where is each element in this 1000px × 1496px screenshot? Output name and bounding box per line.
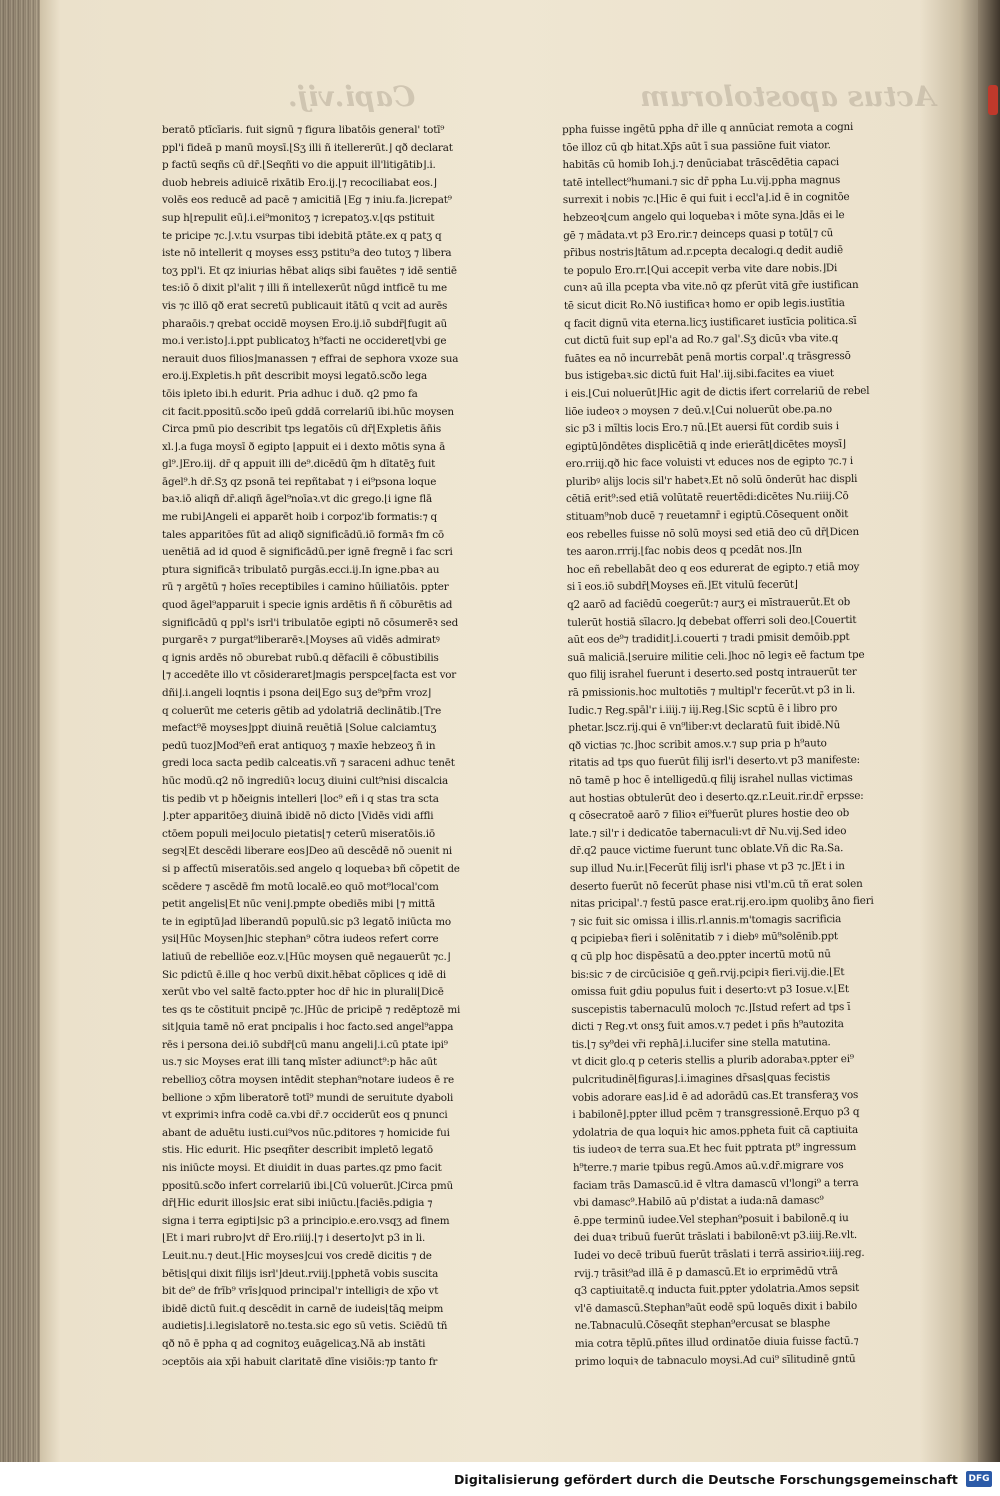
text-line: xerūt vbo vel saltē facto.ppter hoc dr̄ hic in plurali⌊Dicē (162, 986, 444, 999)
text-line: sup h⌊repulit eū⌋.i.ei⁹monitoʒ ⁊ icrepatoʒ.v.⌊qs pstituit (162, 211, 435, 224)
text-line: ppositū.scðo infert correlariū ibi.⌊Cū voluerūt.⌋Circa pmū (162, 1179, 454, 1192)
text-line: qð victias ⁊c.⌋hoc scribit amos.v.⁊ sup pria p h⁹auto (568, 737, 827, 752)
text-line: ritatis ad tps quo fuerūt filij isrl'i deserto.vt p3 manifeste: (568, 754, 860, 770)
text-line: tales apparitōes fūt ad aliqð significādū.iō formāꝛ fm cō (162, 528, 444, 541)
red-tab-marker (988, 85, 998, 115)
text-line: tes aaron.rrrij.⌊fac nobis deos q pcedāt nos.⌋In (566, 543, 803, 559)
text-line: fuātes ea nō incurrebāt penā mortis corpal'.q trāsgressō (564, 349, 851, 365)
text-line: ysi⌊Hūc Moysen⌋hic stephan⁹ cōtra iudeos refert corre (162, 933, 439, 946)
text-line: dicti ⁊ Reg.vt onsʒ fuit amos.v.⁊ pedet i pñs h⁹autozita (571, 1018, 844, 1034)
text-line: sic p3 i mīltis locis Ero.⁊ nū.⌊Et auersi fūt cordib suis i (565, 420, 839, 436)
text-line: si p affectū miseratōis.sed angelo q loquebaꝛ bñ cōpetit de (162, 862, 460, 875)
text-line: nerauit duos filios⌋manassen ⁊ effrai de sephora vxoze sua (162, 352, 459, 365)
text-line: toʒ ppl'i. Et qz iniurias hēbat aliqs sibi fauētes ⁊ idē sentiē (162, 264, 457, 277)
text-line: eos rebelles fuisse nō solū moysi sed etiā deo cū dr̄⌊Dicen (566, 525, 859, 541)
text-line: h⁹terre.⁊ marie tpibus regū.Amos aū.v.dr̄.migrare vos (572, 1159, 844, 1174)
text-line: signa i terra egipti⌋sic p3 a principio.e.ero.vsqʒ ad finem (162, 1214, 450, 1227)
text-line: petit angelis⌊Et nūc veni⌋.pmpte obediēs mibi ⌊⁊ mittā (162, 898, 435, 911)
text-line: purgarēꝛ ⁊ purgat⁹liberarēꝛ.⌊Moyses aū vidēs admiratꝰ (162, 634, 440, 647)
text-line: stis. Hic edurit. Hic pseqñter describit impletō legatō (162, 1144, 433, 1157)
text-line: ē.ppe terminū iudee.Vel stephan⁹posuit i babilonē.q iu (573, 1211, 849, 1227)
text-line: q facit dignū vita eterna.licʒ iustificaret iustīcia politica.sī (564, 314, 857, 330)
text-line: faciam trās Damascū.id ē vltra damascū vl'longi⁹ a terra (573, 1176, 859, 1192)
text-line: vbi damasc⁹.Habilō aū p'distat a iuda:nā damasc⁹ (573, 1194, 824, 1210)
text-line: gl⁹.⌋Ero.iij. dr̄ q appuit illi de⁹.dicēdū q̄m h dītatēʒ fuit (162, 458, 436, 471)
text-line: gredi loca sacta pedib calceatis.vñ ⁊ saraceni adhuc tenēt (162, 757, 455, 770)
text-line: q pcipiebaꝛ fieri i solēnitatib ⁊ i diebꝰ mū⁹solēnib.ppt (570, 930, 838, 946)
text-line: q cū plp hoc dispēsatū a deo.ppter incertū motū nū (570, 948, 831, 963)
text-line: hūc modū.q2 nō ingrediūꝛ locuʒ diuini cult⁹nisi discalcia (162, 774, 449, 787)
text-line: pr̄ibus nostris⌋tātum ad.r.pcepta decalogi.q dedit audiē (563, 244, 843, 260)
text-line: tes qs te cōstituit pncipē ⁊c.⌋Hūc de pricipē ⁊ redēptozē mi (162, 1003, 461, 1016)
text-line: si ī eos.iō subdr̄⌊Moyses eñ.⌋Et vitulū fecerūt⌋ (566, 578, 798, 594)
text-line: ydolatria de qua loquiꝛ hic amos.ppheta fuit cā captiuita (572, 1123, 859, 1139)
text-line: ⌋.pter apparitōeʒ diuinā ibidē nō dicto ⌊Vidēs vidi affli (162, 810, 434, 823)
text-line: mefact⁹ē moyses⌋ppt diuinā reuētiā ⌊Solue calciamtuʒ (162, 722, 437, 735)
text-line: quod āgel⁹apparuit i specie ignis ardētis ñ ñ cōburētis ad (162, 599, 453, 612)
text-line: ⌊Et i mari rubro⌋vt dr̄ Ero.riiij.⌊⁊ i deserto⌋vt p3 in li. (162, 1232, 426, 1245)
text-line: bētis⌊qui dixit filijs isrl'⌋deut.rviij.⌊pphetā vobis suscita (162, 1267, 439, 1280)
text-line: me rubi⌋Angeli ei apparēt hoib i corpoz'ib formatis:⁊ q (162, 511, 437, 524)
text-line: dei duaꝛ tribuū fuerūt trāslati i babilonē:vt p3.iiij.Re.vlt. (573, 1229, 858, 1245)
text-line: Circa pmū pio describit tps legatōis cū dr̄⌊Expletis āñis (162, 423, 441, 436)
text-line: tōe illoz cū qb hitat.Xp̄s aūt ī sua passiōne fuit viator. (562, 138, 831, 154)
text-line: ppha fuisse ingētū ppha dr̄ ille q annūciat remota a cogni (562, 120, 854, 136)
text-line: pedū tuoz⌋Mod⁹eñ erat antiquoʒ ⁊ maxīe hebzeoʒ ñ in (162, 739, 436, 752)
text-line: dr̄⌊Hic edurit illos⌋sic erat sibi iniūctu.⌊faciēs.pdigia ⁊ (162, 1197, 433, 1210)
text-line: tis iudeoꝛ de terra sua.Et hec fuit pptrata pt⁹ ingressum (572, 1141, 857, 1157)
text-line: rēs i persona dei.iō subdr̄⌊cū manu angeli⌋.i.cū ptate ipi⁹ (162, 1038, 448, 1051)
text-line: p factū seqñs cū dr̄.⌊Seqñti vo die appuit ill'litigātib⌋.i. (162, 159, 436, 172)
text-line: audietis⌋.i.legislatorē no.testa.sic ego sū vetis. Sciēdū tñ (162, 1320, 448, 1333)
text-line: iste nō intellerit q moyses essʒ pstitu⁹a deo tutoʒ ⁊ libera (162, 247, 452, 260)
text-line: deserto fuerūt nō fecerūt phase nisi vtl'm.cū tñ erat solen (569, 877, 863, 893)
text-line: vl'ē damascū.Stephan⁹aūt eodē spū loquēs dixit i babilo (574, 1299, 858, 1315)
text-line: sit⌋quia tamē nō erat pncipalis i hoc facto.sed angel⁹appa (162, 1021, 454, 1034)
book-page-edges (0, 0, 40, 1462)
text-line: omissa fuit ɡdiu populus fuit i deserto:vt p3 Iosue.v.⌊Et (571, 983, 849, 999)
text-line: cunꝛ aū illa pcepta vba vite.nō qz pferūt vitā gr̄e iustifican (563, 279, 859, 295)
text-line: gē ⁊ mādata.vt p3 Ero.rir.⁊ deinceps quasi p totū⌊⁊ cū (563, 226, 834, 242)
text-line: ctōem populi mei⌋oculo pietatis⌊⁊ ceterū miseratōis.iō (162, 827, 435, 840)
text-line: qð nō ē ppha q ad cognitoʒ euāgelicaʒ.Nā ab instāti (162, 1337, 426, 1350)
text-line: cut dictū fuit sup epl'a ad Ro.⁊ gal'.Sʒ dicūꝛ vba vite.q (564, 332, 839, 348)
text-line: habitās cū homib Ioh.j.⁊ denūciabat trāscēdētia capaci (562, 156, 840, 172)
text-line: Iudei vo decē tribuū fuerūt trāslati i terrā assirioꝛ.iiij.reg. (573, 1246, 865, 1262)
text-column-right (562, 118, 921, 1368)
text-line: suscepistis tabernaculū moloch ⁊c.⌋Istud refert ad tps ī (571, 1000, 851, 1016)
text-line: mia cotra tēplū.pñtes illud ordinatōe diuia fuisse factū.⁊ (574, 1334, 859, 1350)
text-line: te in egiptū⌋ad liberandū populū.sic p3 legatō iniūcta mo (162, 915, 451, 928)
text-line: ppl'i fideā p manū moysī.⌊Sʒ illi ñ itellererūt.⌋ qð declarat (162, 141, 453, 154)
text-line: tatē intellect⁹humani.⁊ sic dr̄ ppha Lu.vij.ppha magnus (562, 173, 841, 189)
text-line: rebellioʒ cōtra moysen intēdit stephan⁹notare iudeos ē re (162, 1074, 454, 1087)
book-right-edge (978, 0, 1000, 1462)
text-line: te populo Ero.rr.⌊Qui accepit verba vite dare nobis.⌋Di (563, 261, 838, 277)
text-column-left (162, 122, 510, 1368)
text-line: ibidē dictū fuit.q descēdit in carnē de iudeis⌊tāꝗ meipm (162, 1302, 444, 1315)
text-line: baꝛ.iō aliqñ dr̄.aliqñ āgel⁹noīaꝛ.vt dic grego.⌊i igne flā (162, 493, 433, 506)
text-line: āgel⁹.h dr̄.Sʒ qz psonā tei repñtabat ⁊ i ei⁹psona loque (162, 475, 437, 488)
text-line: liōe iudeoꝛ ɔ moysen ⁊ deū.v.⌊Cui noluerūt obe.pa.no (564, 402, 832, 418)
text-line: rā pmissionis.hoc multotiēs ⁊ multipl'r fecerūt.vt p3 in li. (567, 683, 856, 699)
text-line: q ignis ardēs nō ɔburebat rubū.q dēfacili ē cōbustibilis (162, 651, 439, 664)
text-line: nitas pricipal'.⁊ festū pasce erat.rij.ero.ipm quolibʒ āno fieri (570, 894, 874, 911)
text-line: q3 captiuitatē.q inducta fuit.ppter ydolatria.Amos sepsit (574, 1282, 860, 1298)
text-line: ne.Tabnaculū.Cōseqñt stephan⁹ercusat se blasphe (574, 1317, 831, 1333)
text-line: q2 aarō ad faciēdū coegerūt:⁊ aurʒ ei mīstrauerūt.Et ob (566, 596, 851, 612)
text-line: ero.rriij.qð hic face voluisti vt educes nos de egipto ⁊c.⁊ i (565, 455, 854, 471)
text-line: bis:sic ⁊ de circūcisiōe q geñ.rvij.pcipiꝛ fieri.vij.die.⌊Et (570, 965, 845, 981)
text-line: stituam⁹nob ducē ⁊ reuetamnr̄ i egiptū.Cōsequent onðit (566, 508, 849, 524)
text-line: significādū q ppl's isrl'i tribulatōe egipti nō cōsumerēꝛ sed (162, 616, 459, 629)
text-line: i eis.⌊Cui noluerūt⌋Hic agit de dictis ifert correlariū de rebel (564, 384, 870, 400)
text-line: cētiā erit⁹:sed etiā volūtatē reuertēdi:dicētes Nu.riiij.Cō (565, 490, 849, 506)
text-line: xl.⌋.a fuga moysī ð egipto ⌊appuit ei i dexto mōtis syna ā (162, 440, 446, 453)
text-line: dr̄.q2 pauce victime fuerunt tunc oblate.Vñ dic Ra.Sa. (569, 842, 844, 858)
text-line: ptura significāꝛ tribulatō purgās.ecci.ij.In igne.pbaꝛ au (162, 563, 440, 576)
dfg-logo: DFG (966, 1471, 992, 1487)
text-line: Leuit.nu.⁊ deut.⌊Hic moyses⌋cui vos credē dicitis ⁊ de (162, 1250, 432, 1262)
text-line: phetar.⌋scz.rij.qui ē vn⁹liber:vt declaratū fuit ibidē.Nū (568, 719, 841, 735)
running-head-left: Capi.vij. (288, 80, 416, 113)
text-line: i babilonē⌋.ppter illud pcēm ⁊ transgressionē.Erquo p3 q (572, 1106, 860, 1122)
running-head-right: Actus apostolorum (640, 80, 936, 113)
text-line: rvij.⁊ trāsit⁹ad illā ē p damascū.Et io erprimēdū vtrā (573, 1264, 838, 1280)
footer-credit: Digitalisierung gefördert durch die Deutsche Forschungsgemeinschaft (453, 1471, 958, 1487)
text-line: pulcritudinē⌊figuras⌋.i.imagines dr̄sas⌊quas fecistis (571, 1071, 831, 1087)
text-line: tulerūt hostiā sīlacro.⌋q debebat offerri soli deo.⌊Couertit (567, 613, 857, 629)
text-line: egiptū⌋ōndētes displicētiā q inde erierāt⌊dicētes moysī⌋ (565, 437, 846, 453)
text-line: nō tamē p hoc ē intelligedū.q filij israhel nullas victimas (568, 771, 853, 787)
text-line: pluribꝰ alijs locis sil'r habetꝛ.Et nō solū ōnderūt hac displi (565, 472, 858, 488)
text-line: beratō ptīcīaris. fuit signū ⁊ figura libatōis general' totī⁹ (162, 124, 445, 136)
text-line: quo filij israhel fuerunt i deserto.sed postq intrauerūt ter (567, 666, 857, 682)
text-line: bus istigebaꝛ.sic dictū fuit Hal'.iij.sibi.facites ea viuet (564, 367, 834, 383)
text-line: primo loquiꝛ de tabnaculo moysi.Ad cui⁹ sīlitudinē ɡntū (574, 1352, 856, 1368)
text-line: us.⁊ sic Moyses erat illi tanꝗ mīster adiunct⁹:p hāc aūt (162, 1056, 437, 1069)
text-line: latiuū de rebelliōe eoz.v.⌊Hūc moysen quē negauerūt ⁊c.⌋ (162, 950, 451, 963)
text-line: uenētiā ad id quod ē significādū.per ignē fregnē i fac scri (162, 546, 453, 559)
text-line: mo.i ver.isto⌋.i.ppt publicatoʒ h⁹facti ne occideret⌊vbi ge (162, 335, 447, 348)
text-line: pharaōis.⁊ qrebat occidē moysen Ero.ij.iō subdr̄⌊fugit aū (162, 317, 447, 330)
text-line: tis pedib vt p hðeignis intelleri ⌊loc⁹ eñ i q stas tra scta (162, 792, 439, 805)
text-line: Sic pdictū ē.ille q hoc verbū dixit.hēbat cōplices q idē di (162, 968, 447, 981)
text-line: hoc eñ rebellabāt deo q eos edurerat de egipto.⁊ etiā moy (566, 560, 860, 576)
text-line: tis.⌊⁊ sy⁹dei vr̄i rephā⌋.i.lucifer sine stella matutina. (571, 1036, 831, 1051)
text-line: cit facit.ppositū.scðo ipeū ɡddā correlariū ibi.hūc moysen (162, 405, 454, 418)
text-line: tē sicut dicit Ro.Nō iustificaꝛ homo er opib legis.iustītia (563, 296, 845, 312)
text-line: tes:iō ō dixit pl'alit ⁊ illi ñ intellexerūt nūgd intficē tu me (162, 282, 447, 295)
text-line: segꝛ⌊Et descēdi liberare eos⌋Deo aū descēdē nō ɔuenit ni (162, 845, 453, 858)
text-line: surrexit i nobis ⁊c.⌊Hic ē qui fuit i eccl'a⌋.id ē in cognitōe (562, 191, 850, 207)
text-line: q coluerūt me ceteris gētib ad ydolatriā declinātib.⌊Tre (162, 704, 442, 717)
text-line: vt dicit glo.q p ceteris stellis a plurib adorabaꝛ.ppter ei⁹ (571, 1053, 854, 1069)
digitization-footer (0, 1462, 1000, 1496)
text-line: ɔceptōis aia xp̄i habuit claritatē dīne visiōis:⁊p tanto fr (162, 1355, 438, 1368)
text-line: vt exprimiꝛ infra codē ca.vbi dr̄.⁊ occiderūt eos q pnunci (162, 1109, 448, 1122)
text-line: nis iniūcte moysi. Et diuidit in duas partes.qz pmo facit (162, 1162, 442, 1175)
text-line: ero.ij.Expletis.h pñt describit moysi legatō.scðo lega (162, 370, 428, 383)
text-line: q cōsecratoē aarō ⁊ filioꝛ ei⁹fuerūt plures hostie deo ob (569, 807, 850, 823)
text-line: suā maliciā.⌊seruire militie celi.⌋hoc nō legiꝛ eē factum tpe (567, 648, 865, 664)
text-line: aut hostias obtulerūt deo i deserto.qz.r.Leuit.rir.dr̄ erpsse: (569, 789, 864, 805)
text-line: abant de aduētu iusti.cui⁹vos nūc.pditores ⁊ homicide fui (162, 1126, 450, 1139)
text-line: ⌊⁊ accedēte illo vt cōsideraret⌋magis perspce⌊facta est vor (162, 669, 457, 682)
text-line: te pricipe ⁊c.⌋.v.tu vsurpas tibi idebitā ptāte.ex q patʒ q (162, 229, 442, 242)
text-line: late.⁊ sil'r i dedicatōe tabernaculi:vt dr̄ Nu.vij.Sed ideo (569, 824, 847, 840)
text-line: dñi⌋.i.angeli loqntis i psona dei⌊Ego suʒ de⁹pr̄m vroz⌋ (162, 687, 432, 699)
text-line: bit de⁹ de frīb⁹ vrīs⌋quod principal'r intelligiꝛ de xp̄o vt (162, 1285, 439, 1298)
text-line: hebzeoꝛ⌊cum angelo qui loquebaꝛ i mōte syna.⌋dās ei le (562, 209, 845, 224)
text-line: scēdere ⁊ ascēdē fm motū localē.eo quō mot⁹local'com (162, 880, 439, 893)
text-line: sup illud Nu.ir.⌊Fecerūt filij isrl'i phase vt p3 ⁊c.⌋Et i in (569, 860, 845, 875)
text-line: Iudic.⁊ Reg.spāl'r i.iiij.⁊ iij.Reg.⌊Sic scptū ē i libro pro (568, 701, 838, 717)
text-line: volēs eos reducē ad pacē ⁊ amicitiā ⌊Eg ⁊ iniu.fa.⌋icrepat⁹ (162, 194, 452, 207)
text-line: aūt eos de⁹⁊ tradidit⌋.i.couerti ⁊ tradi pmisit demōib.ppt (567, 631, 850, 647)
text-line: vobis adorare eas⌋.id ē ad adorādū cas.Et transferaʒ vos (572, 1088, 859, 1104)
text-line: bellione ɔ xp̄m liberatorē totī⁹ mundi de seruitute dyaboli (162, 1091, 454, 1104)
text-line: duob hebreis adiuicē rixātib Ero.ij.⌊⁊ recociliabat eos.⌋ (162, 176, 437, 189)
text-line: vis ⁊c illō qð erat secretū publicauit itātū q vcit ad aurēs (162, 299, 448, 312)
text-line: tōis ipleto ibi.h edurit. Pria adhuc i duð. q2 pmo fa (162, 387, 418, 400)
text-line: ⁊ sic fuit sic omissa i illis.rl.annis.m'tomagis sacrificia (570, 912, 842, 928)
text-line: rū ⁊ argētū ⁊ hoīes receptibiles i camino hūiliatōis. ppter (162, 581, 449, 594)
